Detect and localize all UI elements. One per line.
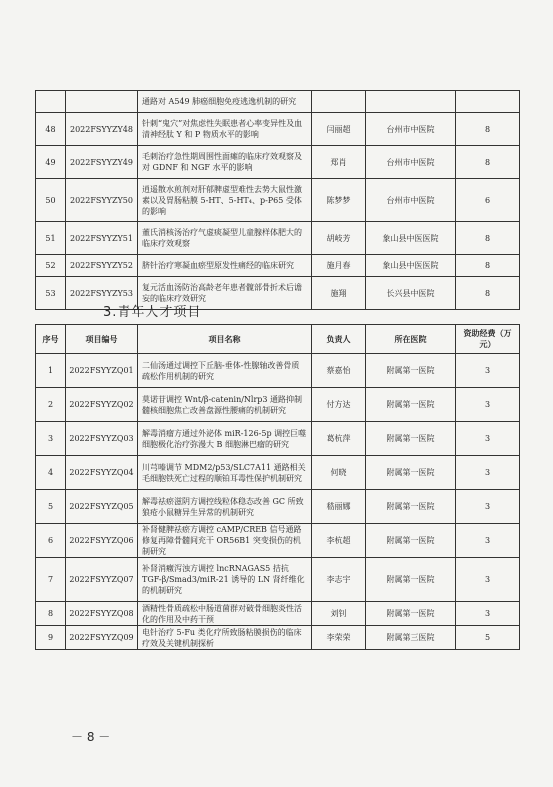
cell-hospital: 附属第一医院	[366, 388, 456, 422]
cell-person: 施翔	[312, 277, 366, 310]
section-title: 3.青年人才项目	[103, 305, 202, 320]
cell-person: 蔡嘉怡	[312, 354, 366, 388]
table-row	[36, 222, 520, 255]
cell-person: 何晓	[312, 456, 366, 490]
header-no: 序号	[36, 325, 66, 354]
table-header-row	[36, 325, 520, 354]
cell-name: 酒精性骨质疏松中肠道菌群对破骨细胞炎性活化的作用及中药干预	[138, 602, 312, 626]
cell-fund: 8	[456, 277, 520, 310]
cell-fund: 3	[456, 388, 520, 422]
cell-no: 7	[36, 558, 66, 602]
header-code: 项目编号	[66, 325, 138, 354]
table-row	[36, 91, 520, 113]
cell-fund: 3	[456, 422, 520, 456]
cell-hospital: 附属第一医院	[366, 354, 456, 388]
youth-talent-table	[35, 324, 520, 650]
cell-hospital: 台州市中医院	[366, 113, 456, 146]
cell-hospital: 附属第一医院	[366, 602, 456, 626]
cell-code: 2022FSYYZQ03	[66, 422, 138, 456]
cell-hospital: 附属第一医院	[366, 558, 456, 602]
table-row	[36, 490, 520, 524]
cell-code: 2022FSYYZY50	[66, 179, 138, 222]
page-number: － 8 －	[71, 730, 111, 744]
cell-name: 解毒祛瘀滋阴方调控线粒体稳态改善 GC 所致狼疮小鼠糖异生异常的机制研究	[138, 490, 312, 524]
cell-fund: 3	[456, 490, 520, 524]
cell-person: 刘钊	[312, 602, 366, 626]
cell-no: 3	[36, 422, 66, 456]
cell-code: 2022FSYYZQ01	[66, 354, 138, 388]
cell-fund: 3	[456, 558, 520, 602]
cell-no: 51	[36, 222, 66, 255]
cell-code: 2022FSYYZQ09	[66, 626, 138, 650]
cell-no	[36, 91, 66, 113]
cell-fund	[456, 91, 520, 113]
cell-hospital: 台州市中医院	[366, 179, 456, 222]
cell-name: 二仙汤通过调控下丘脑-垂体-性腺轴改善骨质疏松作用机制的研究	[138, 354, 312, 388]
cell-fund: 8	[456, 255, 520, 277]
cell-fund: 8	[456, 146, 520, 179]
cell-person: 付方达	[312, 388, 366, 422]
cell-hospital: 台州市中医院	[366, 146, 456, 179]
cell-no: 4	[36, 456, 66, 490]
cell-person	[312, 91, 366, 113]
cell-no: 5	[36, 490, 66, 524]
cell-name: 补肾消癥泻浊方调控 lncRNAGAS5 拮抗 TGF-β/Smad3/miR-21 诱导的 LN 肾纤维化的机制研究	[138, 558, 312, 602]
cell-no: 50	[36, 179, 66, 222]
header-person: 负责人	[312, 325, 366, 354]
cell-no: 49	[36, 146, 66, 179]
cell-name: 电针治疗 5-Fu 类化疗所致肠粘膜损伤的临床疗效及关键机制探析	[138, 626, 312, 650]
cell-no: 2	[36, 388, 66, 422]
cell-code: 2022FSYYZY52	[66, 255, 138, 277]
cell-fund: 3	[456, 524, 520, 558]
cell-fund: 5	[456, 626, 520, 650]
cell-name: 解毒消瘤方通过外泌体 miR-126-5p 调控巨噬细胞极化治疗弥漫大 B 细胞淋巴瘤的研究	[138, 422, 312, 456]
table-row	[36, 146, 520, 179]
cell-person: 胡岐芳	[312, 222, 366, 255]
cell-no: 6	[36, 524, 66, 558]
cell-name: 莫诺苷调控 Wnt/β-catenin/Nlrp3 通路抑制髓核细胞焦亡改善盘源性腰痛的机制研究	[138, 388, 312, 422]
cell-name: 川芎嗪调节 MDM2/p53/SLC7A11 通路相关毛细胞铁死亡过程的顺铂耳毒性保护机制研究	[138, 456, 312, 490]
cell-fund: 8	[456, 222, 520, 255]
cell-hospital: 象山县中医医院	[366, 222, 456, 255]
cell-hospital	[366, 91, 456, 113]
header-name: 项目名称	[138, 325, 312, 354]
cell-code: 2022FSYYZY48	[66, 113, 138, 146]
cell-name: 补肾健脾祛瘀方调控 cAMP/CREB 信号通路修复再障骨髓间充干 OR56B1 突变损伤的机制研究	[138, 524, 312, 558]
table-row	[36, 179, 520, 222]
cell-person: 郑肖	[312, 146, 366, 179]
cell-no: 8	[36, 602, 66, 626]
cell-person: 嵇丽娜	[312, 490, 366, 524]
table-row	[36, 255, 520, 277]
cell-hospital: 附属第三医院	[366, 626, 456, 650]
cell-person: 闫丽超	[312, 113, 366, 146]
table-row	[36, 113, 520, 146]
header-fund: 资助经费（万元）	[456, 325, 520, 354]
cell-no: 9	[36, 626, 66, 650]
cell-name: 复元活血汤防治高龄老年患者髋部骨折术后谵妄的临床疗效研究	[138, 277, 312, 310]
cell-person: 葛杭萍	[312, 422, 366, 456]
cell-no: 1	[36, 354, 66, 388]
cell-code: 2022FSYYZQ05	[66, 490, 138, 524]
cell-code: 2022FSYYZQ04	[66, 456, 138, 490]
cell-no: 48	[36, 113, 66, 146]
cell-code: 2022FSYYZY49	[66, 146, 138, 179]
cell-code	[66, 91, 138, 113]
table-row	[36, 456, 520, 490]
cell-person: 李杭超	[312, 524, 366, 558]
cell-hospital: 附属第一医院	[366, 490, 456, 524]
cell-name: 毛刺治疗急性期周围性面瘫的临床疗效观察及对 GDNF 和 NGF 水平的影响	[138, 146, 312, 179]
cell-code: 2022FSYYZY53	[66, 277, 138, 310]
cell-hospital: 附属第一医院	[366, 422, 456, 456]
cell-hospital: 附属第一医院	[366, 456, 456, 490]
cell-fund: 3	[456, 354, 520, 388]
cell-name: 董氏消核汤治疗气虚痰凝型儿童腺样体肥大的临床疗效观察	[138, 222, 312, 255]
cell-hospital: 附属第一医院	[366, 524, 456, 558]
cell-code: 2022FSYYZY51	[66, 222, 138, 255]
table-row	[36, 602, 520, 626]
cell-name: 脐针治疗寒凝血瘀型原发性痛经的临床研究	[138, 255, 312, 277]
cell-no: 53	[36, 277, 66, 310]
cell-person: 李荣荣	[312, 626, 366, 650]
header-hospital: 所在医院	[366, 325, 456, 354]
cell-fund: 6	[456, 179, 520, 222]
cell-no: 52	[36, 255, 66, 277]
cell-code: 2022FSYYZQ06	[66, 524, 138, 558]
cell-code: 2022FSYYZQ08	[66, 602, 138, 626]
cell-person: 施月春	[312, 255, 366, 277]
cell-person: 李志宇	[312, 558, 366, 602]
table-row	[36, 422, 520, 456]
funding-table-continued	[35, 90, 520, 310]
table-row	[36, 626, 520, 650]
cell-hospital: 长兴县中医院	[366, 277, 456, 310]
cell-hospital: 象山县中医医院	[366, 255, 456, 277]
cell-code: 2022FSYYZQ02	[66, 388, 138, 422]
table-row	[36, 354, 520, 388]
table-row	[36, 388, 520, 422]
cell-code: 2022FSYYZQ07	[66, 558, 138, 602]
table-row	[36, 524, 520, 558]
cell-fund: 8	[456, 113, 520, 146]
cell-fund: 3	[456, 456, 520, 490]
cell-name: 通路对 A549 肺癌细胞免疫逃逸机制的研究	[138, 91, 312, 113]
cell-person: 陈梦梦	[312, 179, 366, 222]
cell-name: 针刺“鬼穴”对焦虑性失眠患者心率变异性及血清神经肽 Y 和 P 物质水平的影响	[138, 113, 312, 146]
cell-name: 逍遥散水煎剂对肝郁脾虚型难性去势大鼠性激素以及胃肠粘膜 5-HT、5-HT₄、p-P65 受体的影响	[138, 179, 312, 222]
table-row	[36, 558, 520, 602]
cell-fund: 3	[456, 602, 520, 626]
